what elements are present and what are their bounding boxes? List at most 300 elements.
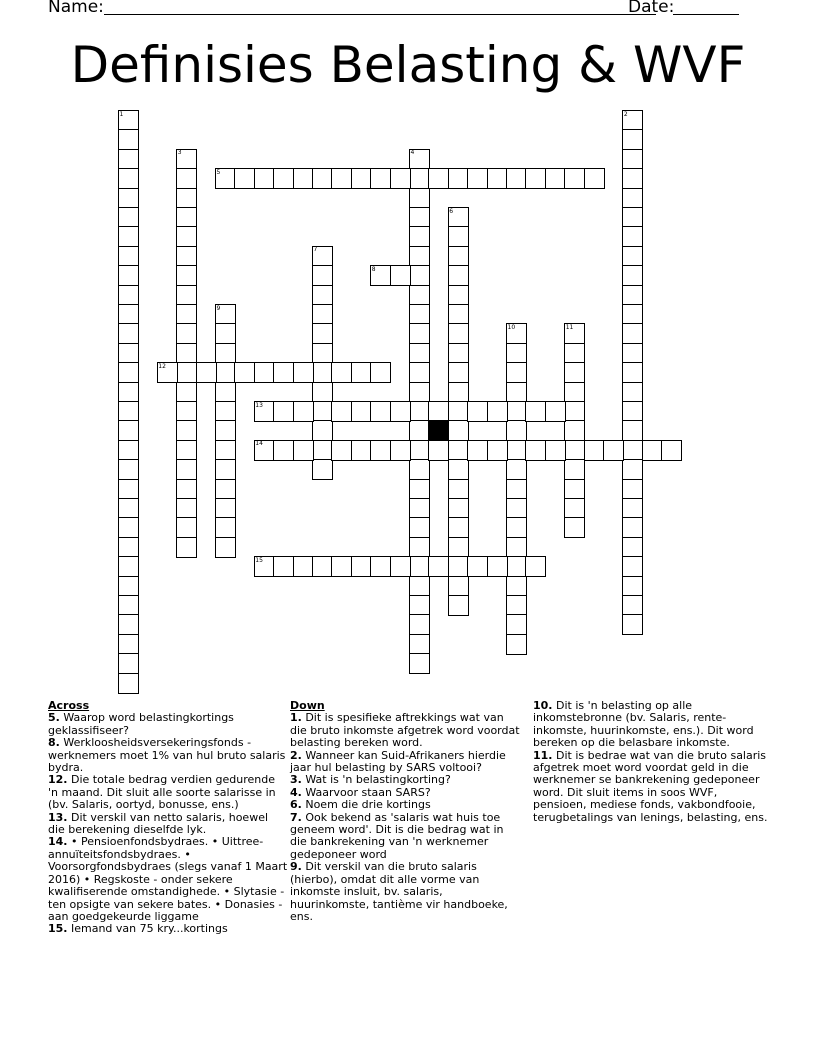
crossword-cell[interactable] xyxy=(525,168,546,189)
clue-text: Dit is spesifieke aftrekkings wat van die bruto inkomste afgetrek word voordat belasting bereken word. xyxy=(290,711,520,750)
clue-number: 6. xyxy=(290,798,302,812)
crossword-cell[interactable] xyxy=(234,362,255,383)
down-clue-list xyxy=(290,712,520,923)
crossword-cell[interactable] xyxy=(448,517,469,538)
crossword-cell[interactable] xyxy=(370,168,391,189)
crossword-number: 9 xyxy=(216,304,221,312)
crossword-cell[interactable] xyxy=(525,401,546,422)
crossword-cell[interactable] xyxy=(622,595,643,616)
crossword-cell[interactable] xyxy=(118,440,139,461)
crossword-cell[interactable] xyxy=(448,226,469,247)
crossword-cell[interactable] xyxy=(273,440,294,461)
crossword-cell[interactable] xyxy=(312,265,333,286)
crossword-cell[interactable] xyxy=(118,673,139,694)
crossword-cell[interactable] xyxy=(448,498,469,519)
crossword-cell[interactable] xyxy=(176,479,197,500)
crossword-cell[interactable] xyxy=(564,420,585,441)
crossword-cell[interactable] xyxy=(312,362,333,383)
clue-text: Dit is 'n belasting op alle inkomstebronne (bv. Salaris, rente-inkomste, huurinkomste, ens.). Dit word bereken op die belasbare inkomste. xyxy=(533,699,754,750)
crossword-cell[interactable] xyxy=(176,188,197,209)
crossword-cell[interactable] xyxy=(564,498,585,519)
crossword-cell[interactable] xyxy=(622,576,643,597)
clue-number: 10. xyxy=(533,699,553,712)
clue-number: 3. xyxy=(290,773,302,787)
crossword-cell[interactable] xyxy=(351,362,372,383)
crossword-cell[interactable] xyxy=(622,246,643,267)
crossword-cell[interactable] xyxy=(390,440,411,461)
crossword-cell[interactable] xyxy=(409,459,430,480)
crossword-cell[interactable] xyxy=(584,168,605,189)
crossword-cell[interactable] xyxy=(545,168,566,189)
crossword-cell[interactable] xyxy=(176,401,197,422)
across-clue-list xyxy=(48,712,288,935)
crossword-cell[interactable] xyxy=(467,556,488,577)
crossword-cell[interactable] xyxy=(293,401,314,422)
crossword-cell[interactable] xyxy=(448,265,469,286)
crossword-cell[interactable] xyxy=(254,362,275,383)
crossword-cell[interactable] xyxy=(506,576,527,597)
crossword-cell[interactable] xyxy=(254,168,275,189)
clue-number: 5. xyxy=(48,711,60,725)
crossword-cell[interactable] xyxy=(409,498,430,519)
crossword-cell[interactable] xyxy=(118,362,139,383)
crossword-cell[interactable] xyxy=(622,323,643,344)
crossword-cell[interactable] xyxy=(118,226,139,247)
crossword-cell[interactable] xyxy=(545,401,566,422)
crossword-cell[interactable] xyxy=(448,556,469,577)
crossword-number: 5 xyxy=(216,168,221,176)
crossword-cell[interactable] xyxy=(506,595,527,616)
crossword-cell[interactable] xyxy=(215,537,236,558)
crossword-number: 1 xyxy=(119,110,124,118)
crossword-cell[interactable] xyxy=(312,420,333,441)
crossword-cell[interactable] xyxy=(409,304,430,325)
crossword-cell[interactable] xyxy=(409,362,430,383)
crossword-cell[interactable] xyxy=(622,440,643,461)
crossword-cell[interactable] xyxy=(506,401,527,422)
crossword-cell[interactable] xyxy=(448,479,469,500)
crossword-cell[interactable] xyxy=(215,498,236,519)
crossword-cell[interactable] xyxy=(564,440,585,461)
crossword-cell[interactable] xyxy=(331,168,352,189)
crossword-cell[interactable] xyxy=(118,343,139,364)
crossword-cell[interactable] xyxy=(176,207,197,228)
crossword-cell[interactable] xyxy=(118,323,139,344)
crossword-cell[interactable] xyxy=(448,459,469,480)
crossword-cell[interactable] xyxy=(176,517,197,538)
crossword-cell[interactable] xyxy=(370,401,391,422)
crossword-cell[interactable] xyxy=(564,459,585,480)
crossword-cell[interactable] xyxy=(506,498,527,519)
crossword-cell[interactable] xyxy=(293,440,314,461)
crossword-cell[interactable] xyxy=(564,517,585,538)
crossword-cell[interactable] xyxy=(506,517,527,538)
crossword-cell[interactable] xyxy=(506,362,527,383)
crossword-cell[interactable] xyxy=(176,323,197,344)
crossword-cell[interactable] xyxy=(448,440,469,461)
crossword-cell[interactable] xyxy=(215,401,236,422)
crossword-cell[interactable] xyxy=(312,459,333,480)
crossword-cell[interactable] xyxy=(622,517,643,538)
crossword-cell[interactable] xyxy=(487,401,508,422)
crossword-cell[interactable] xyxy=(176,285,197,306)
crossword-cell[interactable] xyxy=(487,168,508,189)
crossword-cell[interactable] xyxy=(176,226,197,247)
crossword-cell[interactable] xyxy=(487,556,508,577)
crossword-cell[interactable] xyxy=(351,401,372,422)
crossword-cell[interactable] xyxy=(622,168,643,189)
clue-item xyxy=(290,812,520,862)
crossword-cell[interactable] xyxy=(331,401,352,422)
crossword-cell[interactable] xyxy=(448,537,469,558)
crossword-cell[interactable] xyxy=(293,168,314,189)
crossword-cell[interactable] xyxy=(176,304,197,325)
clue-number: 9. xyxy=(290,860,302,874)
crossword-cell[interactable] xyxy=(273,362,294,383)
crossword-cell[interactable] xyxy=(584,440,605,461)
crossword-cell[interactable] xyxy=(409,576,430,597)
crossword-cell[interactable] xyxy=(622,129,643,150)
crossword-cell[interactable] xyxy=(467,440,488,461)
crossword-cell[interactable] xyxy=(506,479,527,500)
crossword-cell[interactable] xyxy=(118,498,139,519)
crossword-cell[interactable] xyxy=(390,168,411,189)
crossword-cell[interactable] xyxy=(409,207,430,228)
crossword-cell[interactable] xyxy=(622,362,643,383)
crossword-cell[interactable] xyxy=(215,382,236,403)
crossword-cell[interactable] xyxy=(428,556,449,577)
clue-item xyxy=(290,750,520,775)
crossword-cell[interactable] xyxy=(506,343,527,364)
crossword-cell[interactable] xyxy=(622,401,643,422)
crossword-cell[interactable] xyxy=(196,362,217,383)
crossword-cell[interactable] xyxy=(215,479,236,500)
crossword-cell[interactable] xyxy=(370,440,391,461)
crossword-number: 3 xyxy=(177,149,182,157)
crossword-cell[interactable] xyxy=(390,556,411,577)
crossword-cell[interactable] xyxy=(448,576,469,597)
crossword-cell[interactable] xyxy=(215,362,236,383)
crossword-cell[interactable] xyxy=(312,382,333,403)
clue-text: Dit verskil van netto salaris, hoewel die berekening dieselfde lyk. xyxy=(48,810,269,837)
crossword-cell[interactable] xyxy=(312,556,333,577)
clue-text: Die totale bedrag verdien gedurende 'n maand. Dit sluit alle soorte salarisse in (bv. Salaris, oortyd, bonusse, ens.) xyxy=(48,773,276,812)
crossword-number: 15 xyxy=(255,556,263,564)
crossword-number: 6 xyxy=(449,207,454,215)
crossword-cell[interactable] xyxy=(409,614,430,635)
crossword-cell[interactable] xyxy=(622,226,643,247)
clue-number: 7. xyxy=(290,810,302,824)
crossword-cell[interactable] xyxy=(273,168,294,189)
crossword-cell[interactable] xyxy=(448,246,469,267)
crossword-number: 14 xyxy=(255,440,263,448)
crossword-cell[interactable] xyxy=(564,479,585,500)
crossword-cell[interactable] xyxy=(273,401,294,422)
crossword-cell[interactable] xyxy=(564,362,585,383)
crossword-cell[interactable] xyxy=(118,265,139,286)
crossword-cell[interactable] xyxy=(176,420,197,441)
crossword-cell[interactable] xyxy=(118,129,139,150)
crossword-cell[interactable] xyxy=(176,168,197,189)
crossword-cell[interactable] xyxy=(215,343,236,364)
crossword-cell[interactable] xyxy=(293,362,314,383)
crossword-cell[interactable] xyxy=(622,188,643,209)
crossword-cell[interactable] xyxy=(118,168,139,189)
crossword-cell[interactable] xyxy=(506,440,527,461)
crossword-cell[interactable] xyxy=(506,168,527,189)
down-clues xyxy=(290,700,520,923)
crossword-cell[interactable] xyxy=(409,653,430,674)
crossword-cell[interactable] xyxy=(293,556,314,577)
clue-text: Noem die drie kortings xyxy=(301,798,431,812)
crossword-cell[interactable] xyxy=(118,207,139,228)
crossword-cell[interactable] xyxy=(176,343,197,364)
crossword-cell[interactable] xyxy=(176,362,197,383)
crossword-cell[interactable] xyxy=(176,246,197,267)
crossword-cell[interactable] xyxy=(448,285,469,306)
crossword-cell[interactable] xyxy=(312,304,333,325)
crossword-cell[interactable] xyxy=(409,537,430,558)
clue-number: 4. xyxy=(290,785,302,799)
crossword-cell[interactable] xyxy=(467,168,488,189)
clue-number: 14. xyxy=(48,835,68,849)
crossword-cell[interactable] xyxy=(506,537,527,558)
crossword-cell[interactable] xyxy=(487,440,508,461)
crossword-number: 7 xyxy=(313,246,318,254)
crossword-cell[interactable] xyxy=(215,440,236,461)
crossword-cell[interactable] xyxy=(622,149,643,170)
clue-item xyxy=(48,774,288,811)
crossword-cell[interactable] xyxy=(506,634,527,655)
crossword-cell[interactable] xyxy=(622,498,643,519)
crossword-cell[interactable] xyxy=(622,420,643,441)
crossword-cell[interactable] xyxy=(331,556,352,577)
clue-item xyxy=(48,812,288,837)
clue-number: 13. xyxy=(48,810,68,824)
crossword-cell[interactable] xyxy=(409,401,430,422)
crossword-cell[interactable] xyxy=(564,382,585,403)
clue-item xyxy=(290,712,520,749)
crossword-cell[interactable] xyxy=(118,382,139,403)
clue-text: Waarop word belastingkortings geklassifiseer? xyxy=(48,711,234,737)
crossword-cell[interactable] xyxy=(118,576,139,597)
crossword-cell[interactable] xyxy=(448,362,469,383)
crossword-cell[interactable] xyxy=(622,556,643,577)
crossword-cell[interactable] xyxy=(118,653,139,674)
crossword-cell[interactable] xyxy=(176,382,197,403)
crossword-cell[interactable] xyxy=(448,595,469,616)
crossword-cell[interactable] xyxy=(642,440,663,461)
crossword-cell[interactable] xyxy=(312,323,333,344)
crossword-cell[interactable] xyxy=(409,517,430,538)
crossword-cell[interactable] xyxy=(622,537,643,558)
crossword-cell[interactable] xyxy=(312,401,333,422)
crossword-cell[interactable] xyxy=(118,149,139,170)
crossword-cell[interactable] xyxy=(312,440,333,461)
crossword-cell[interactable] xyxy=(118,420,139,441)
crossword-cell[interactable] xyxy=(409,226,430,247)
crossword-block xyxy=(428,420,449,441)
crossword-cell[interactable] xyxy=(409,343,430,364)
crossword-cell[interactable] xyxy=(545,440,566,461)
clue-text: Werkloosheidsversekeringsfonds - werknemers moet 1% van hul bruto salaris bydra. xyxy=(48,736,286,775)
clue-item xyxy=(48,712,288,737)
crossword-cell[interactable] xyxy=(409,556,430,577)
crossword-cell[interactable] xyxy=(448,323,469,344)
clue-number: 2. xyxy=(290,748,302,762)
across-clues xyxy=(48,700,288,936)
crossword-cell[interactable] xyxy=(331,362,352,383)
clue-text: Iemand van 75 kry...kortings xyxy=(67,922,228,936)
crossword-cell[interactable] xyxy=(409,285,430,306)
clue-text: • Pensioenfondsbydraes. • Uittree-annuïteitsfondsbydraes. • Voorsorgfondsbydraes (slegs vanaf 1 Maart 2016) • Regskoste - onder sekere kwalifiserende omstandighede. • Slytasie - ten opsigte van sekere bates. • Donasies - aan goedgekeurde liggame xyxy=(48,835,288,923)
crossword-cell[interactable] xyxy=(409,382,430,403)
crossword-cell[interactable] xyxy=(409,323,430,344)
crossword-cell[interactable] xyxy=(428,401,449,422)
crossword-cell[interactable] xyxy=(622,459,643,480)
crossword-number: 11 xyxy=(565,323,574,331)
crossword-number: 13 xyxy=(255,401,263,409)
crossword-number: 2 xyxy=(623,110,628,118)
crossword-cell[interactable] xyxy=(331,440,352,461)
crossword-cell[interactable] xyxy=(409,265,430,286)
crossword-cell[interactable] xyxy=(370,556,391,577)
crossword-cell[interactable] xyxy=(622,382,643,403)
down-clues-continued xyxy=(533,700,769,824)
crossword-cell[interactable] xyxy=(351,440,372,461)
clue-number: 12. xyxy=(48,773,68,787)
crossword-cell[interactable] xyxy=(622,343,643,364)
crossword-cell[interactable] xyxy=(176,265,197,286)
crossword-cell[interactable] xyxy=(564,168,585,189)
crossword-cell[interactable] xyxy=(312,168,333,189)
crossword-cell[interactable] xyxy=(118,459,139,480)
page-title: Definisies Belasting & WVF xyxy=(70,36,746,94)
crossword-cell[interactable] xyxy=(215,323,236,344)
crossword-cell[interactable] xyxy=(118,614,139,635)
crossword-cell[interactable] xyxy=(622,285,643,306)
clue-number: 8. xyxy=(48,736,60,750)
crossword-cell[interactable] xyxy=(409,634,430,655)
clue-text: Wanneer kan Suid-Afrikaners hierdie jaar hul belasting by SARS voltooi? xyxy=(290,748,506,775)
clue-text: Dit is bedrae wat van die bruto salaris afgetrek moet word voordat geld in die werknemer se bankrekening gedeponeer word. Dit sluit items in soos WVF, pensioen, mediese fonds, vakbondfooie, terugbetalings van lenings, belasting, ens. xyxy=(533,748,768,824)
crossword-cell[interactable] xyxy=(118,517,139,538)
down-heading: Down xyxy=(290,699,325,712)
crossword-cell[interactable] xyxy=(622,265,643,286)
crossword-cell[interactable] xyxy=(215,517,236,538)
crossword-cell[interactable] xyxy=(506,420,527,441)
crossword-cell[interactable] xyxy=(215,420,236,441)
crossword-cell[interactable] xyxy=(118,304,139,325)
crossword-cell[interactable] xyxy=(506,459,527,480)
crossword-cell[interactable] xyxy=(448,382,469,403)
crossword-cell[interactable] xyxy=(564,343,585,364)
crossword-cell[interactable] xyxy=(525,556,546,577)
crossword-cell[interactable] xyxy=(506,382,527,403)
crossword-cell[interactable] xyxy=(622,614,643,635)
crossword-cell[interactable] xyxy=(622,479,643,500)
crossword-cell[interactable] xyxy=(176,459,197,480)
crossword-cell[interactable] xyxy=(661,440,682,461)
crossword-cell[interactable] xyxy=(390,401,411,422)
crossword-cell[interactable] xyxy=(312,285,333,306)
crossword-cell[interactable] xyxy=(467,401,488,422)
clue-item xyxy=(48,923,288,935)
crossword-cell[interactable] xyxy=(118,285,139,306)
clue-item xyxy=(48,737,288,774)
crossword-cell[interactable] xyxy=(448,420,469,441)
crossword-cell[interactable] xyxy=(409,595,430,616)
crossword-cell[interactable] xyxy=(118,479,139,500)
crossword-cell[interactable] xyxy=(370,362,391,383)
crossword-cell[interactable] xyxy=(118,537,139,558)
crossword-cell[interactable] xyxy=(622,304,643,325)
crossword-cell[interactable] xyxy=(118,188,139,209)
crossword-cell[interactable] xyxy=(448,343,469,364)
clue-number: 11. xyxy=(533,748,553,762)
crossword-cell[interactable] xyxy=(118,246,139,267)
clue-number: 1. xyxy=(290,711,302,725)
crossword-cell[interactable] xyxy=(506,614,527,635)
clue-item xyxy=(533,700,769,750)
clue-text: Dit verskil van die bruto salaris (hierbo), omdat dit alle vorme van inkomste insluit, bv. salaris, huurinkomste, tantième vir handboeke, ens. xyxy=(290,860,508,923)
crossword-cell[interactable] xyxy=(409,246,430,267)
crossword-cell[interactable] xyxy=(448,401,469,422)
crossword-cell[interactable] xyxy=(428,440,449,461)
crossword-cell[interactable] xyxy=(409,420,430,441)
crossword-cell[interactable] xyxy=(448,168,469,189)
crossword-number: 8 xyxy=(371,265,376,273)
crossword-cell[interactable] xyxy=(312,343,333,364)
clue-text: Ook bekend as 'salaris wat huis toe geneem word'. Dit is die bedrag wat in die bankrekening van 'n werknemer gedeponeer word xyxy=(290,810,504,861)
crossword-cell[interactable] xyxy=(409,188,430,209)
crossword-cell[interactable] xyxy=(564,401,585,422)
crossword-cell[interactable] xyxy=(525,440,546,461)
crossword-cell[interactable] xyxy=(118,556,139,577)
clue-item xyxy=(48,836,288,923)
clue-item xyxy=(290,861,520,923)
clue-text: Waarvoor staan SARS? xyxy=(301,785,431,799)
clue-number: 15. xyxy=(48,922,68,936)
crossword-cell[interactable] xyxy=(409,168,430,189)
crossword-cell[interactable] xyxy=(176,537,197,558)
crossword-cell[interactable] xyxy=(118,401,139,422)
crossword-cell[interactable] xyxy=(118,595,139,616)
crossword-cell[interactable] xyxy=(603,440,624,461)
crossword-number: 4 xyxy=(410,149,415,157)
crossword-cell[interactable] xyxy=(428,168,449,189)
crossword-cell[interactable] xyxy=(176,440,197,461)
crossword-cell[interactable] xyxy=(351,168,372,189)
crossword-cell[interactable] xyxy=(506,556,527,577)
crossword-cell[interactable] xyxy=(409,479,430,500)
crossword-cell[interactable] xyxy=(118,634,139,655)
crossword-cell[interactable] xyxy=(176,498,197,519)
crossword-number: 12 xyxy=(158,362,166,370)
crossword-cell[interactable] xyxy=(622,207,643,228)
crossword-cell[interactable] xyxy=(390,265,411,286)
crossword-cell[interactable] xyxy=(409,440,430,461)
clue-text: Wat is 'n belastingkorting? xyxy=(301,773,451,787)
crossword-number: 10 xyxy=(507,323,516,331)
crossword-cell[interactable] xyxy=(215,459,236,480)
date-label: Date: xyxy=(628,0,675,17)
crossword-cell[interactable] xyxy=(351,556,372,577)
crossword-cell[interactable] xyxy=(234,168,255,189)
across-heading: Across xyxy=(48,699,90,712)
crossword-cell[interactable] xyxy=(448,304,469,325)
crossword-cell[interactable] xyxy=(273,556,294,577)
